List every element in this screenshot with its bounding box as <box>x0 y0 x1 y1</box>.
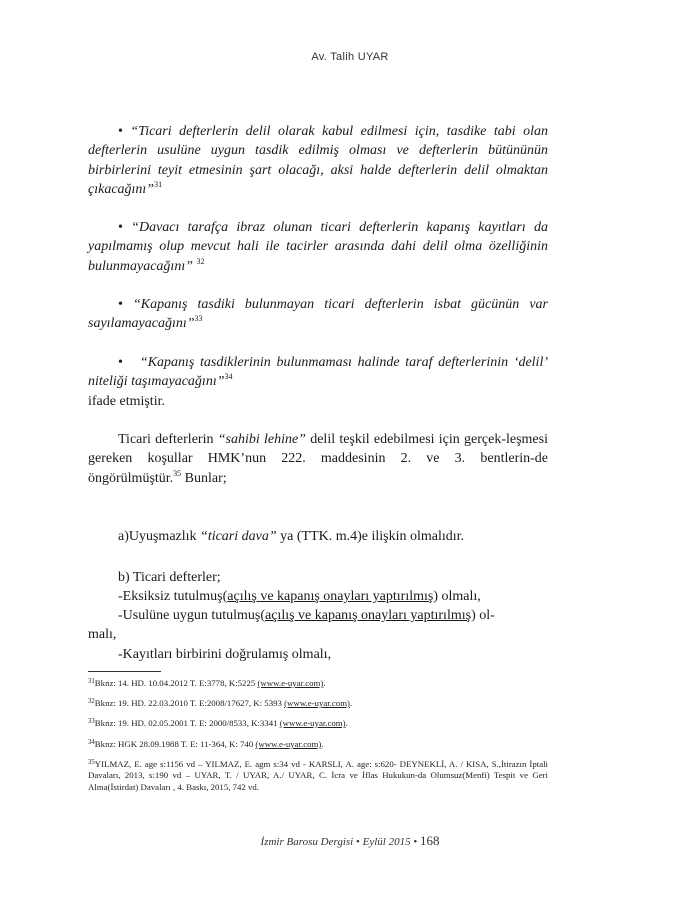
page-footer <box>0 833 700 849</box>
footnote-link[interactable]: (www.e-uyar.com) <box>255 739 322 749</box>
footnote-separator <box>88 671 161 672</box>
bullet-quote-3 <box>88 295 548 334</box>
footnote-35 <box>88 759 548 793</box>
footnote-number: 34 <box>88 739 95 746</box>
condition-b-title: b) Ticari defterler; <box>118 570 221 585</box>
paragraph-text: Bunlar; <box>181 470 227 486</box>
bullet-text: “Kapanış tasdiklerinin bulunmaması halinde taraf defterlerinin ‘delil’ niteliği taşımayacağını” <box>88 355 548 390</box>
condition-a <box>118 527 548 546</box>
bullet-text: “Davacı tarafça ibraz olunan ticari defterlerin kapanış kayıtları da yapılmamış olup mevcut hali ile tacirler arasında dahi delil olma özelliğinin bulunmayacağını” <box>88 220 549 274</box>
condition-text: ) olmalı, <box>433 589 481 604</box>
bullet-quote-4 <box>88 353 548 392</box>
condition-text: ) ol- <box>471 608 495 623</box>
condition-b-line-3: -Kayıtları birbirini doğrulamış olmalı, <box>118 647 332 662</box>
footnote-end: . <box>321 739 324 749</box>
main-paragraph <box>88 430 548 488</box>
condition-b-line-2-cont: malı, <box>88 627 117 642</box>
footnote-ref: 33 <box>194 314 203 324</box>
bullet-quote-1 <box>88 122 548 200</box>
page-number: 168 <box>419 833 440 848</box>
footnote-text: YILMAZ, E. age s:1156 vd – YILMAZ, E. agm s:34 vd - KARSLI, A. age: s:620- DEYNEKLİ, A. / KISA, S.,İtirazın İptali Davaları, 2013, s:190 vd – UYAR, T. / UYAR, A./ UYAR, C. İcra ve İflas Hukukun-da Olumsuz(Menfi) Tespit ve Geri Alma(İstirdat) Davaları , 4. Baskı, 2015, 742 vd. <box>88 759 548 792</box>
condition-text: a)Uyuşmazlık <box>118 529 201 544</box>
bullet-marker: • <box>118 297 123 312</box>
underlined-text: açılış ve kapanış onayları yaptırılmış <box>227 589 434 604</box>
footnote-link[interactable]: (www.e-uyar.com) <box>284 698 350 708</box>
footer-separator: • <box>413 836 418 848</box>
paragraph-text: delil teşkil edebilmesi için gerçek-leşmesi gereken koşullar HMK’nun 222. maddesinin 2. ve 3. bentlerin-de öngörülmüştür. <box>88 432 548 486</box>
footnote-ref: 32 <box>196 256 205 266</box>
footnote-link[interactable]: (www.e-uyar.com) <box>257 678 324 688</box>
bullet-marker: • <box>118 124 123 139</box>
condition-b-line-2 <box>118 606 548 625</box>
footnote-31 <box>88 678 548 689</box>
footnote-text: Bknz: 14. HD. 10.04.2012 T. E:3778, K:5225 <box>94 678 258 688</box>
footnote-text: Bknz: 19. HD. 02.05.2001 T. E: 2000/8533, K:3341 <box>94 718 280 728</box>
paragraph-emphasis: “sahibi lehine” <box>217 432 306 447</box>
footnote-number: 35 <box>88 759 95 766</box>
condition-text: -Usulüne uygun tutulmuş( <box>118 608 265 623</box>
underlined-text: açılış ve kapanış onayları yaptırılmış <box>265 608 472 623</box>
footnote-number: 33 <box>88 718 95 725</box>
bullet-marker: • <box>118 220 123 235</box>
issue-date: Eylül 2015 <box>362 836 411 848</box>
footnote-ref: 35 <box>173 468 182 478</box>
condition-b-line-1 <box>118 587 548 606</box>
condition-text: -Eksiksiz tutulmuş( <box>118 589 228 604</box>
closing-line: ifade etmiştir. <box>88 394 165 409</box>
bullet-quote-2 <box>88 218 548 276</box>
footnote-end: . <box>345 718 348 728</box>
journal-name: İzmir Barosu Dergisi <box>260 836 354 848</box>
condition-text: ya (TTK. m.4)e ilişkin olmalıdır. <box>276 529 465 544</box>
bullet-text: “Ticari defterlerin delil olarak kabul edilmesi için, tasdike tabi olan defterlerin usulüne uygun tasdik edilmiş olması ve defterlerin bütününün birbirlerini teyit etmesinin şart olacağı, aksi halde defterlerin delil olmaktan çıkacağını” <box>88 124 549 198</box>
footnote-ref: 31 <box>154 180 163 190</box>
bullet-text: “Kapanış tasdiki bulunmayan ticari defterlerin isbat gücünün var sayılamayacağını” <box>88 297 549 332</box>
footnote-text: Bknz: 19. HD. 22.03.2010 T. E:2008/17627, K: 5393 <box>94 698 285 708</box>
footnote-link[interactable]: (www.e-uyar.com) <box>279 718 346 728</box>
running-header: Av. Talih UYAR <box>311 51 389 63</box>
paragraph-text: Ticari defterlerin <box>118 432 218 447</box>
footnote-number: 32 <box>88 698 95 705</box>
condition-emphasis: “ticari dava” <box>200 529 277 544</box>
footer-separator: • <box>356 836 360 848</box>
footnote-ref: 34 <box>224 372 233 382</box>
bullet-marker: • <box>118 355 123 370</box>
footnote-number: 31 <box>88 678 95 685</box>
footnote-34 <box>88 739 548 750</box>
footnote-end: . <box>349 698 353 708</box>
footnote-text: Bknz: HGK 28.09.1988 T. E: 11-364, K: 740 <box>94 739 256 749</box>
footnote-32 <box>88 698 548 709</box>
footnote-33 <box>88 718 548 729</box>
footnote-end: . <box>323 678 326 688</box>
